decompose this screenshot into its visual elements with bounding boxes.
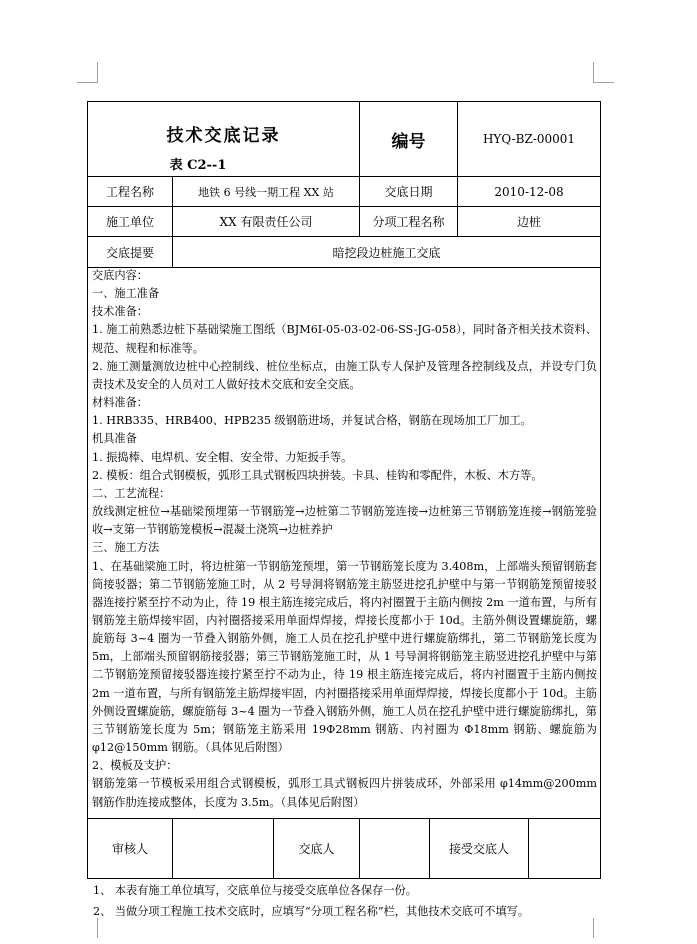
number-label: 编号 (391, 131, 426, 152)
content-line: 交底内容： (92, 269, 148, 282)
content-line: 材料准备： (92, 396, 148, 410)
content-line: 1. 振捣棒、电焊机、安全帽、安全带、力矩扳手等。 (92, 450, 353, 464)
sub-project-label: 分项工程名称 (372, 215, 445, 229)
content-line: 1. 施工前熟悉边桩下基础梁施工图纸（BJM6I-05-03-02-06-SS-JG-058），同时备齐相关技术资料、规范、规程和标准等。 (92, 323, 597, 355)
unit-label: 施工单位 (105, 215, 154, 229)
summary-value: 暗挖段边桩施工交底 (332, 245, 441, 260)
unit-value: XX 有限责任公司 (219, 215, 313, 229)
receiver-signature (529, 819, 600, 878)
receiver-label: 接受交底人 (448, 842, 509, 856)
note-1: 1、 本表有施工单位填写，交底单位与接受交底单位各保存一份。 (93, 884, 417, 897)
form-title: 技术交底记录 (166, 125, 281, 146)
content-line: 机具准备 (92, 432, 137, 446)
date-value: 2010-12-08 (494, 184, 564, 199)
disclosure-content (92, 267, 597, 818)
content-line: 钢筋笼第一节模板采用组合式钢模板，弧形工具式钢板四片拼装成环，外部采用 φ14mm@200mm 钢筋作肋连接成整体，长度为 3.5m。（具体见后附图） (92, 777, 597, 809)
reviewer-signature (173, 819, 273, 878)
summary-label: 交底提要 (105, 245, 154, 260)
number-value: HYQ-BZ-00001 (482, 132, 576, 146)
content-line: 三、施工方法 (92, 541, 160, 555)
project-name-label: 工程名称 (105, 185, 154, 199)
discloser-label: 交底人 (298, 842, 335, 856)
form-number: 表 C2--1 (169, 157, 227, 173)
content-line: 2. 模板：组合式钢模板，弧形工具式钢板四块拼装。卡具、桂钩和零配件，木板、木方等。 (92, 468, 543, 482)
content-line: 1. HRB335、HRB400、HPB235 级钢筋进场，并复试合格，钢筋在现场加工厂加工。 (92, 414, 532, 428)
sub-project-value: 边桩 (516, 215, 541, 229)
reviewer-label: 审核人 (111, 842, 148, 856)
date-label: 交底日期 (384, 185, 433, 199)
content-line: 放线测定桩位→基础梁预埋第一节钢筋笼→边桩第二节钢筋笼连接→边桩第三节钢筋笼连接→钢筋笼验收→支第一节钢筋笼模板→混凝土浇筑→边桩养护 (92, 505, 597, 537)
discloser-signature (360, 819, 429, 878)
disclosure-form (87, 101, 601, 879)
project-name-value: 地铁 6 号线一期工程 XX 站 (198, 185, 334, 199)
crop-mark-bottom-left (77, 918, 98, 938)
content-line: 二、工艺流程： (92, 486, 171, 500)
crop-mark-bottom-right (593, 918, 614, 938)
content-line: 2. 施工测量测放边桩中心控制线、桩位坐标点，由施工队专人保护及管理各控制线及点，并设专门负责技术及安全的人员对工人做好技术交底和安全交底。 (92, 359, 597, 391)
content-line: 一、施工准备 (92, 287, 160, 301)
crop-mark-top-left (77, 62, 98, 83)
content-line: 1、在基础梁施工时，将边桩第一节钢筋笼预埋，第一节钢筋笼长度为 3.408m，上部端头预留钢筋套筒接驳器；第二节钢筋笼施工时，从 2 号导洞将钢筋笼主筋竖进挖孔护壁中与第一节钢筋笼预留接驳器连接拧紧至拧不动为止，待 19 根主筋连接完成后，将内衬圈置于主筋内侧按 2m 一道布置，与所有钢筋笼主筋焊接牢固，内衬圈搭接采用单面焊焊接，焊接长度都小于 10d。主筋外侧设置螺旋筋，螺旋筋每 3~4 圈为一节叠入钢筋外侧，施工人员在挖孔护壁中进行螺旋筋绑扎，第二节钢筋笼长度为 5m，上部端头预留钢筋接驳器；第三节钢筋笼施工时，从 1 号导洞将钢筋笼主筋竖进挖孔护壁中与第二节钢筋笼预留接驳器连接拧紧至拧不动为止，待 19 根主筋连接完成后，将内衬圈置于主筋内侧按 2m 一道布置，与所有钢筋笼主筋焊接牢固，内衬圈搭接采用单面焊焊接，焊接长度都小于 10d。主筋外侧设置螺旋筋，螺旋筋每 3~4 圈为一节叠入钢筋外侧，施工人员在挖孔护壁中进行螺旋筋绑扎，第三节钢筋笼长度为 5m；钢筋笼主筋采用 19Φ28mm 钢筋、内衬圈为 Φ18mm 钢筋、螺旋筋为 φ12@150mm 钢筋。（具体见后附图） (92, 559, 597, 755)
crop-mark-top-right (593, 62, 614, 83)
note-2: 2、 当做分项工程施工技术交底时，应填写“分项工程名称”栏，其他技术交底可不填写。 (93, 905, 530, 918)
content-line: 2、模板及支护： (92, 759, 178, 773)
content-line: 技术准备： (92, 305, 148, 319)
